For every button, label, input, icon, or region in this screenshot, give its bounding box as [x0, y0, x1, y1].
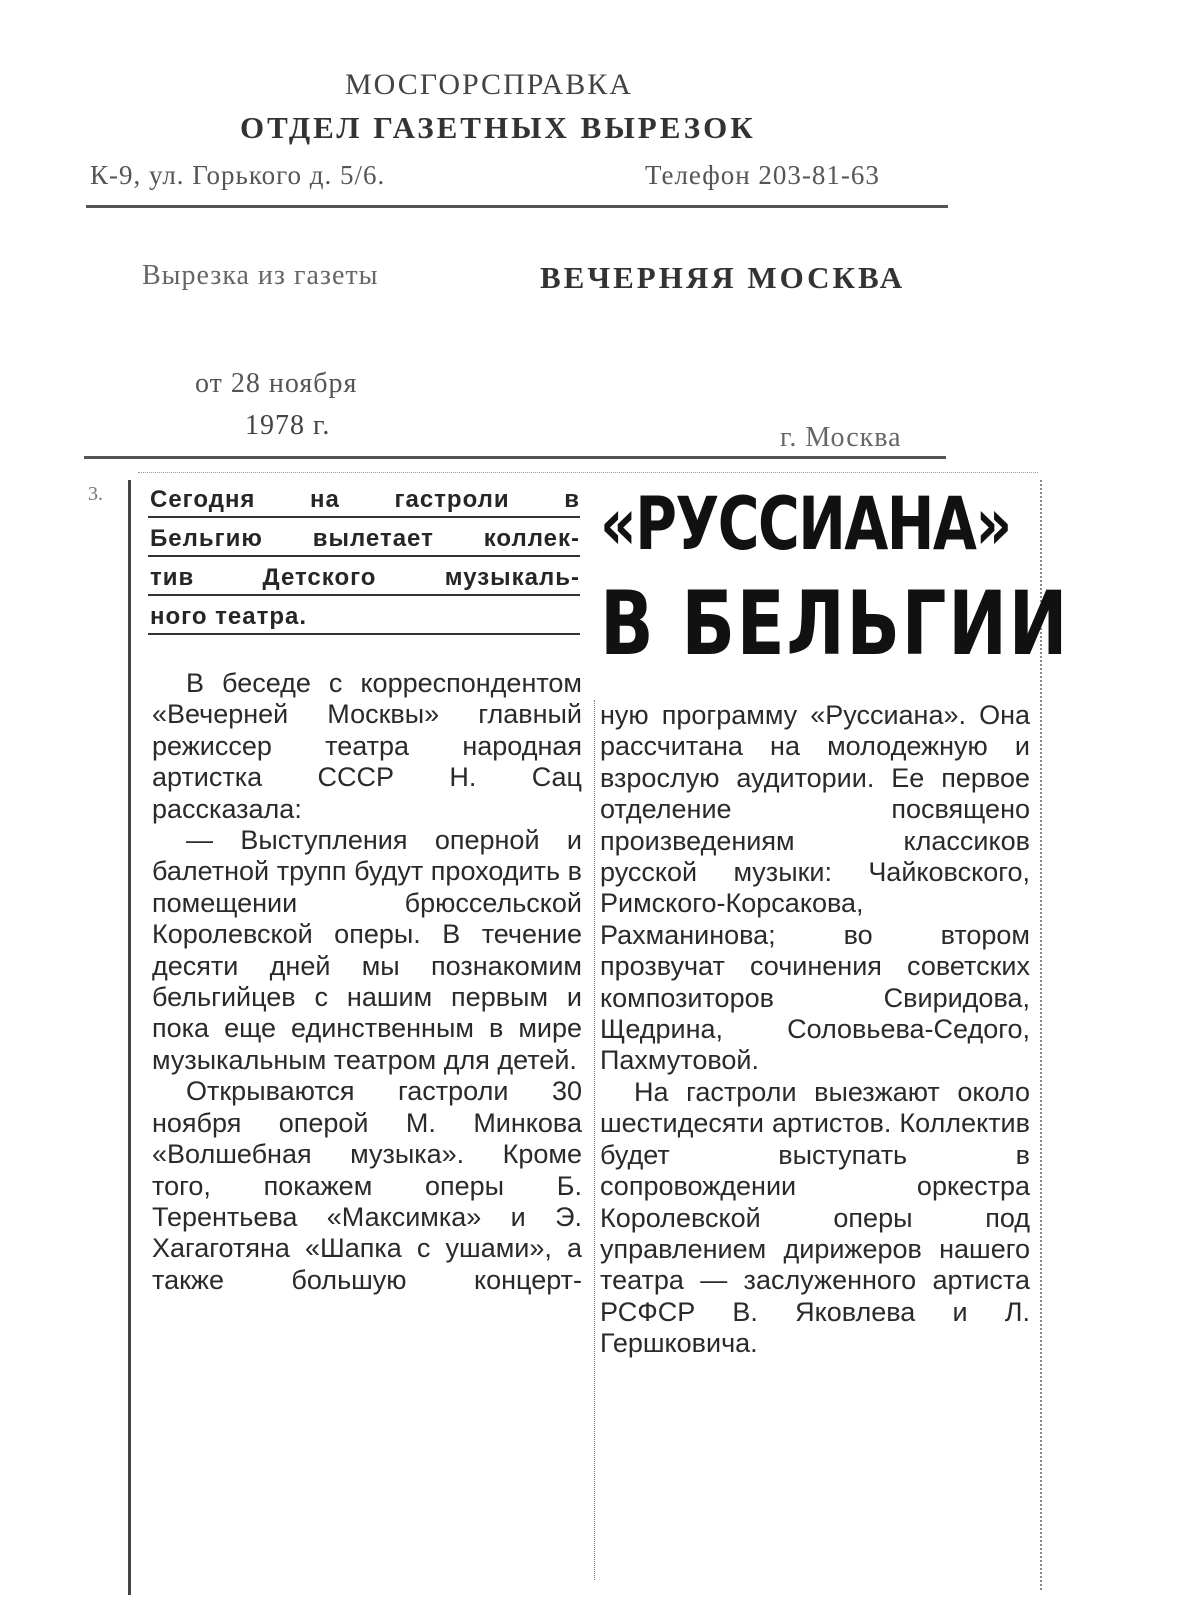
lead-line: тив Детского музыкаль- [150, 564, 580, 591]
headline-line-2: В БЕЛЬГИИ [600, 572, 1070, 675]
clipping-date: от 28 ноября [195, 368, 358, 399]
lead-line: ного театра. [150, 603, 308, 630]
paragraph: — Выступления оперной и балетной трупп будут проходить в помещении брюссельской Королевской оперы. В течение десяти дней мы познакомим бельгийцев с нашим первым и пока еще единственным в мире музыкальным театром для детей. [152, 825, 582, 1075]
clipping-city: г. Москва [780, 422, 902, 453]
article-column-2 [600, 700, 1030, 1360]
clipping-edge-top [138, 472, 1038, 473]
lead-line: Бельгию вылетает коллек- [150, 525, 580, 552]
lead-line: Сегодня на гастроли в [150, 486, 580, 513]
article-headline [600, 482, 1070, 675]
paragraph: На гастроли выезжают около шестидесяти артистов. Коллектив будет выступать в сопровождении оркестра Королевской оперы под управлением дирижеров нашего театра — заслуженного артиста РСФСР В. Яковлева и Л. Гершковича. [600, 1076, 1030, 1359]
margin-mark: 3. [88, 483, 103, 505]
lead-underline [148, 555, 580, 557]
headline-line-1: «РУССИАНА» [600, 482, 1011, 567]
lead-underline [148, 516, 580, 518]
paragraph: В беседе с корреспондентом «Вечерней Москвы» главный режиссер театра народная артистка СССР Н. Сац рассказала: [152, 668, 582, 824]
clipping-year: 1978 г. [245, 410, 331, 441]
article-column-1 [152, 668, 582, 1296]
paragraph: Открываются гастроли 30 ноября оперой М. Минкова «Волшебная музыка». Кроме того, покажем оперы Б. Терентьева «Максимка» и Э. Хагаготяна «Шапка с ушами», а также большую концерт- [152, 1076, 582, 1295]
source-label: Вырезка из газеты [142, 260, 379, 291]
header-rule [86, 205, 948, 208]
newspaper-name: ВЕЧЕРНЯЯ МОСКВА [540, 260, 906, 295]
bureau-name: МОСГОРСПРАВКА [345, 68, 633, 101]
bureau-phone: Телефон 203-81-63 [645, 160, 880, 190]
clipping-edge-left [128, 480, 131, 1595]
bureau-address: К-9, ул. Горького д. 5/6. [90, 160, 386, 190]
paragraph: ную программу «Руссиана». Она рассчитана на молодежную и взрослую аудитории. Ее первое отделение посвящено произведениям классиков русской музыки: Чайковского, Римского-Корсакова, Рахманинова; во втором прозвучат сочинения советских композиторов Свиридова, Щедрина, Соловьева-Седого, Пахмутовой. [600, 700, 1030, 1076]
department-name: ОТДЕЛ ГАЗЕТНЫХ ВЫРЕЗОК [240, 110, 756, 145]
column-divider [594, 700, 595, 1580]
article-lead [150, 480, 580, 636]
source-rule [84, 456, 946, 459]
lead-underline [148, 594, 580, 596]
lead-underline [148, 633, 580, 635]
